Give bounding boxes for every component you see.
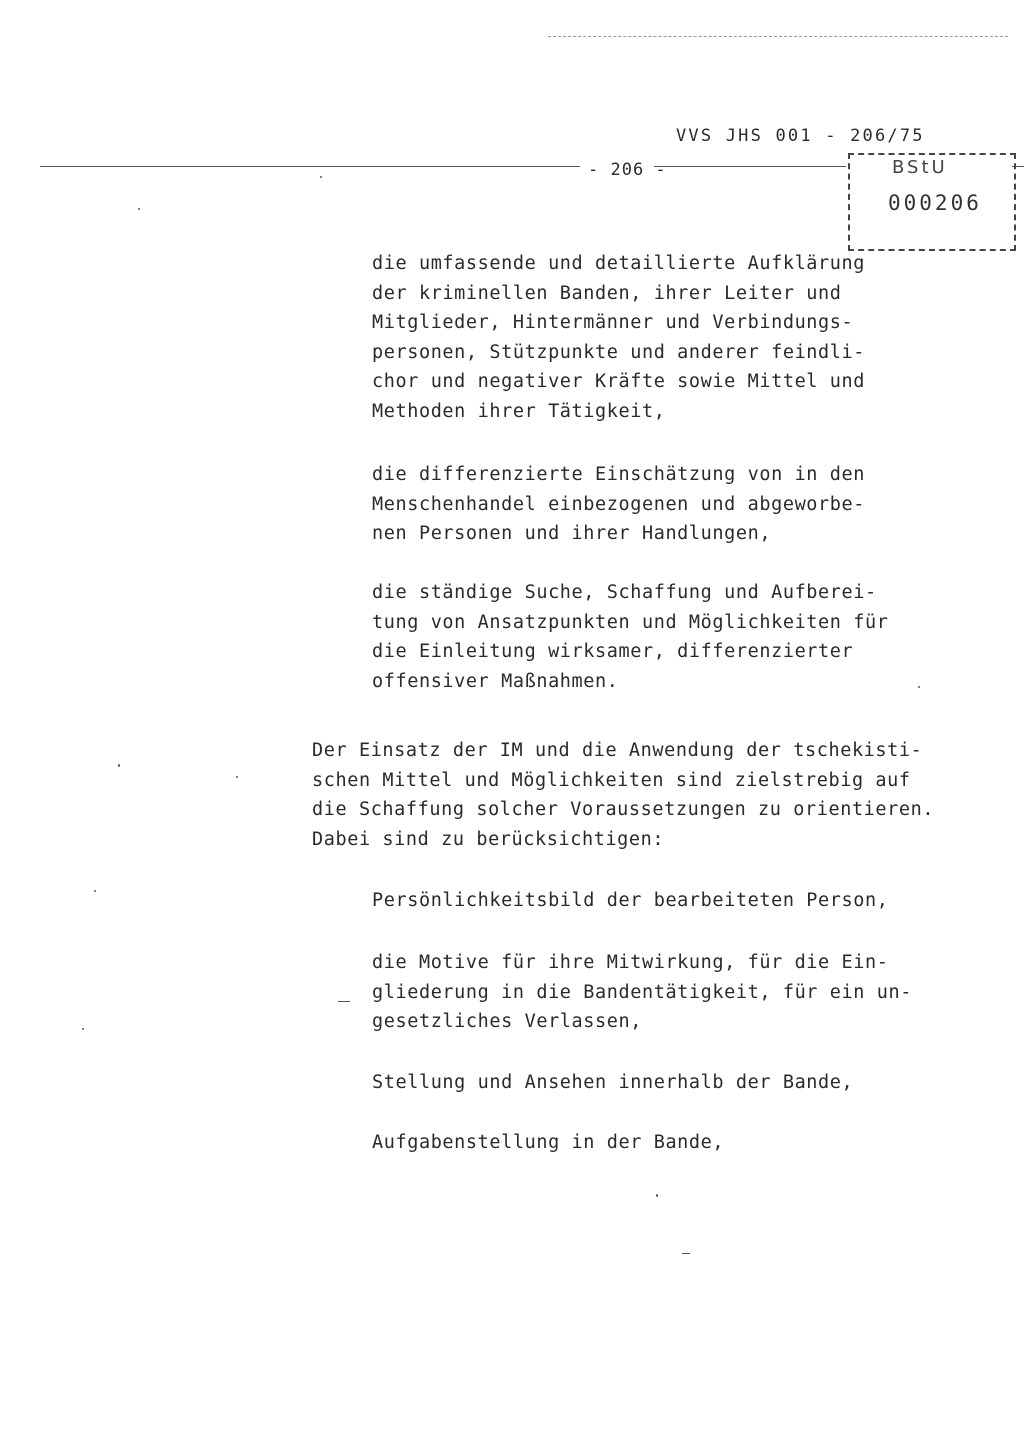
scan-speck (118, 764, 120, 767)
scan-speck (138, 208, 140, 210)
body-item-1: die umfassende und detaillierte Aufklärung der kriminellen Banden, ihrer Leiter und Mitglieder, Hintermänner und Verbindungs- personen, Stützpunkte und anderer feindli- chor und negativer Kräfte sowie Mittel und Methoden ihrer Tätigkeit, (372, 253, 865, 422)
list-item: Aufgabenstellung in der Bande, (372, 1132, 725, 1153)
scan-speck (918, 686, 920, 688)
header-rule-left (40, 166, 580, 167)
stamp-number: 000206 (888, 191, 982, 215)
margin-dash-mark (338, 1001, 350, 1002)
body-paragraph: Der Einsatz der IM und die Anwendung der tschekisti- schen Mittel und Möglichkeiten sind zielstrebig auf die Schaffung solcher Voraussetzungen zu orientieren. Dabei sind zu berücksichtigen: (312, 740, 935, 850)
body-item-3: die ständige Suche, Schaffung und Aufberei- tung von Ansatzpunkten und Möglichkeiten für die Einleitung wirksamer, differenzierter offensiver Maßnahmen. (372, 582, 889, 692)
stray-dash-mark (682, 1253, 690, 1254)
list-item: die Motive für ihre Mitwirkung, für die Ein- gliederung in die Bandentätigkeit, für ein un- gesetzliches Verlassen, (372, 952, 912, 1033)
list-item: Persönlichkeitsbild der bearbeiteten Person, (372, 890, 889, 911)
scan-speck (236, 776, 238, 778)
body-item-2: die differenzierte Einschätzung von in den Menschenhandel einbezogenen und abgeworbe- nen Personen und ihrer Handlungen, (372, 464, 865, 545)
scan-speck (94, 890, 96, 892)
document-reference: VVS JHS 001 - 206/75 (676, 126, 925, 146)
page-number: - 206 - (588, 160, 667, 180)
scan-speck (656, 1194, 658, 1197)
scan-speck (82, 1028, 84, 1030)
stamp-label: BStU (892, 157, 948, 178)
header-rule-right (654, 166, 846, 167)
archive-stamp (848, 153, 1016, 251)
top-dashed-line (548, 36, 1008, 37)
scan-speck (320, 176, 322, 178)
list-item: Stellung und Ansehen innerhalb der Bande, (372, 1072, 854, 1093)
